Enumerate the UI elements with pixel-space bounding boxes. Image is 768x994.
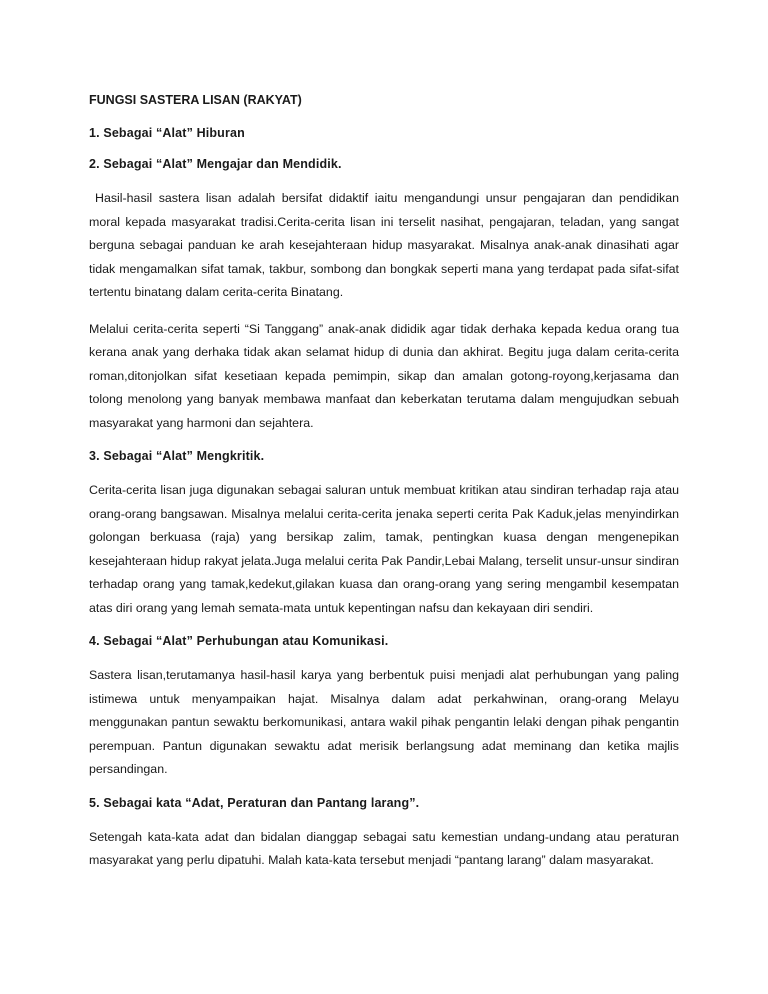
section-heading-4: 4. Sebagai “Alat” Perhubungan atau Komunikasi. — [89, 634, 389, 648]
section-5-paragraph-1: Setengah kata-kata adat dan bidalan dianggap sebagai satu kemestian undang-undang atau peraturan masyarakat yang perlu dipatuhi. Malah kata-kata tersebut menjadi “pantang larang” dalam masyarakat. — [89, 829, 679, 867]
section-heading-1: 1. Sebagai “Alat” Hiburan — [89, 126, 245, 140]
section-heading-3: 3. Sebagai “Alat” Mengkritik. — [89, 449, 265, 463]
section-2-paragraph-2: Melalui cerita-cerita seperti “Si Tanggang” anak-anak dididik agar tidak derhaka kepada kedua orang tua kerana anak yang derhaka tidak akan selamat hidup di dunia dan akhirat. Begitu juga dalam cerita-cerita roman,ditonjolkan sifat kesetiaan kepada pemimpin, sikap dan amalan gotong-royong,kerjasama dan tolong menolong yang banyak membawa manfaat dan keberkatan terutama dalam mengujudkan sebuah masyarakat yang harmoni dan sejahtera. — [89, 321, 679, 430]
document-body — [89, 92, 679, 886]
section-4-paragraph-1: Sastera lisan,terutamanya hasil-hasil karya yang berbentuk puisi menjadi alat perhubungan yang paling istimewa untuk menyampaikan hajat. Misalnya dalam adat perkahwinan, orang-orang Melayu menggunakan pantun sewaktu berkomunikasi, antara wakil pihak pengantin lelaki dengan pihak pengantin perempuan. Pantun digunakan sewaktu adat merisik berlangsung adat meminang dan ketika majlis persandingan. — [89, 668, 679, 776]
section-heading-2: 2. Sebagai “Alat” Mengajar dan Mendidik. — [89, 157, 342, 171]
section-3-paragraph-1: Cerita-cerita lisan juga digunakan sebagai saluran untuk membuat kritikan atau sindiran terhadap raja atau orang-orang bangsawan. Misalnya melalui cerita-cerita jenaka seperti cerita Pak Kaduk,jelas menyindirkan golongan berkuasa (raja) yang bersikap zalim, tamak, pentingkan kuasa dengan mengenepikan kesejahteraan hidup rakyat jelata.Juga melalui cerita Pak Pandir,Lebai Malang, terselit unsur-unsur sindiran terhadap orang yang tamak,kedekut,gilakan kuasa dan orang-orang yang sering mengambil kesempatan atas diri orang yang lemah semata-mata untuk kepentingan nafsu dan kekayaan diri sendiri. — [89, 483, 679, 615]
section-2-paragraph-1: Hasil-hasil sastera lisan adalah bersifat didaktif iaitu mengandungi unsur pengajaran dan pendidikan moral kepada masyarakat tradisi.Cerita-cerita lisan ini terselit nasihat, pengajaran, teladan, yang sangat berguna sebagai panduan ke arah kesejahteraan hidup masyarakat. Misalnya anak-anak dinasihati agar tidak mengamalkan sifat tamak, takbur, sombong dan bongkak seperti mana yang terdapat pada sifat-sifat tertentu binatang dalam cerita-cerita Binatang. — [89, 191, 679, 299]
section-heading-5: 5. Sebagai kata “Adat, Peraturan dan Pantang larang”. — [89, 795, 420, 810]
document-title: FUNGSI SASTERA LISAN (RAKYAT) — [89, 93, 302, 107]
